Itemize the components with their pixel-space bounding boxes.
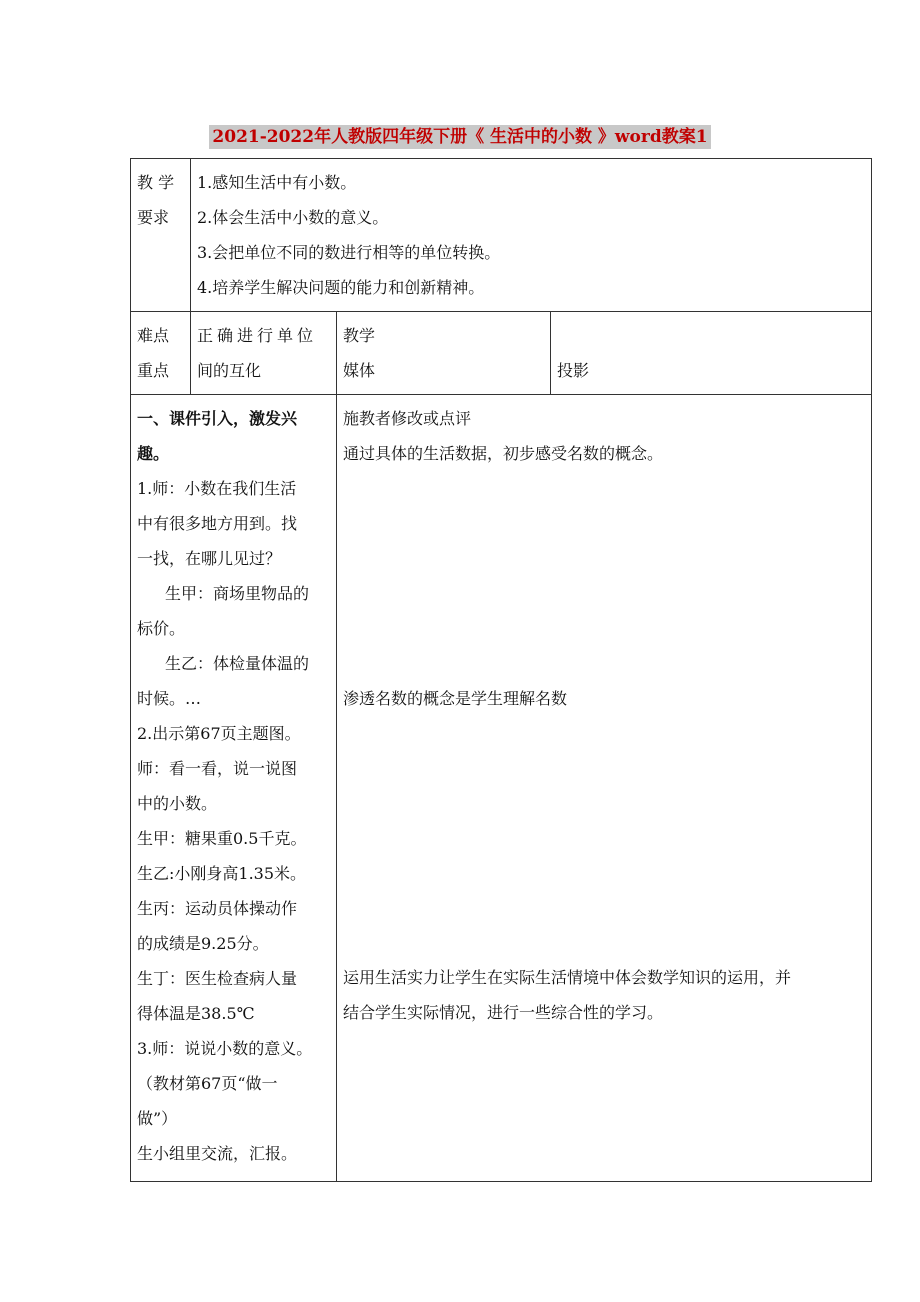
lesson-line: 的成绩是9.25分。 <box>137 934 269 953</box>
key-label-line2: 重点 <box>137 361 170 380</box>
media-label-line1: 教学 <box>343 326 376 345</box>
lesson-line: 生乙：体检量体温的 <box>165 654 310 673</box>
key-content-line2: 间的互化 <box>197 361 262 380</box>
requirements-row <box>131 159 872 312</box>
lesson-line: 中的小数。 <box>137 794 218 813</box>
section-heading-line2: 趣。 <box>137 444 170 463</box>
lesson-line: 生乙:小刚身高1.35米。 <box>137 864 307 883</box>
lesson-line: 1.师：小数在我们生活 <box>137 479 297 498</box>
lesson-line: （教材第67页“做一 <box>137 1074 278 1093</box>
lesson-plan-table <box>130 158 872 1182</box>
key-points-label <box>131 312 191 395</box>
section-heading-line1: 一、课件引入，激发兴 <box>137 409 298 428</box>
media-value-cell <box>551 312 872 395</box>
lesson-line: 生甲：糖果重0.5千克。 <box>137 829 307 848</box>
lesson-line: 一找，在哪儿见过？ <box>137 549 282 568</box>
note-2: 渗透名数的概念是学生理解名数 <box>343 689 568 708</box>
lesson-line: 标价。 <box>137 619 186 638</box>
lesson-line: 2.出示第67页主题图。 <box>137 724 301 743</box>
media-value: 投影 <box>557 361 590 380</box>
requirement-item: 1.感知生活中有小数。 <box>197 173 357 192</box>
lesson-line: 生丁：医生检查病人量 <box>137 969 298 988</box>
lesson-line: 做”） <box>137 1109 178 1128</box>
lesson-process <box>131 395 337 1182</box>
requirements-label <box>131 159 191 312</box>
key-content-line1: 正确进行单位 <box>197 326 318 345</box>
lesson-line: 生小组里交流，汇报。 <box>137 1144 298 1163</box>
lesson-line: 生丙：运动员体操动作 <box>137 899 298 918</box>
note-3-line2: 结合学生实际情况，进行一些综合性的学习。 <box>343 1003 664 1022</box>
requirement-item: 4.培养学生解决问题的能力和创新精神。 <box>197 278 485 297</box>
note-3-line1: 运用生活实力让学生在实际生活情境中体会数学知识的运用，并 <box>343 968 792 987</box>
lesson-row <box>131 395 872 1182</box>
key-points-content <box>191 312 337 395</box>
lesson-line: 时候。… <box>137 689 202 708</box>
lesson-line: 生甲：商场里物品的 <box>165 584 310 603</box>
media-label-line2: 媒体 <box>343 361 376 380</box>
requirement-item: 2.体会生活中小数的意义。 <box>197 208 389 227</box>
document-title: 2021-2022年人教版四年级下册《 生活中的小数 》word教案1 <box>0 122 920 147</box>
media-label <box>337 312 551 395</box>
requirements-content <box>191 159 872 312</box>
lesson-line: 师：看一看，说一说图 <box>137 759 298 778</box>
key-points-row <box>131 312 872 395</box>
lesson-line: 得体温是38.5℃ <box>137 1004 255 1023</box>
lesson-line: 中有很多地方用到。找 <box>137 514 298 533</box>
requirements-label-line2: 要求 <box>137 208 170 227</box>
lesson-line: 3.师：说说小数的意义。 <box>137 1039 313 1058</box>
lesson-notes <box>337 395 872 1182</box>
requirement-item: 3.会把单位不同的数进行相等的单位转换。 <box>197 243 501 262</box>
key-label-line1: 难点 <box>137 326 170 345</box>
notes-header: 施教者修改或点评 <box>343 409 472 428</box>
note-1: 通过具体的生活数据，初步感受名数的概念。 <box>343 444 664 463</box>
requirements-label-line1: 教 学 <box>137 173 175 192</box>
